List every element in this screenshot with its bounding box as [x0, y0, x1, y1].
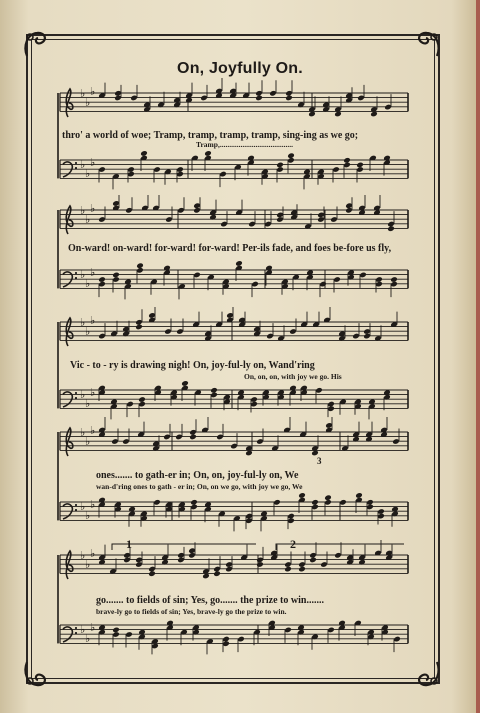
bass-clef-dot — [75, 397, 77, 399]
note-head — [190, 499, 198, 506]
flat-sign: ♭ — [85, 397, 91, 410]
flat-sign: ♭ — [80, 500, 86, 513]
note-head — [311, 499, 319, 506]
note-head — [356, 162, 364, 169]
flat-sign: ♭ — [85, 325, 91, 338]
triplet-mark: 3 — [317, 456, 322, 466]
note-head — [298, 492, 306, 499]
note-head — [210, 387, 218, 394]
flat-sign: ♭ — [90, 156, 96, 169]
flat-sign: ♭ — [85, 558, 91, 571]
bass-lyric-line-5: brave-ly go to fields of sin; Yes, brave-ly go the prize to win. — [96, 607, 287, 616]
note-head — [112, 627, 120, 634]
flat-sign: ♭ — [85, 213, 91, 226]
flat-sign: ♭ — [90, 424, 96, 437]
note-head — [112, 272, 120, 279]
bass-clef-dot — [75, 272, 77, 274]
flat-sign: ♭ — [80, 268, 86, 281]
bass-lyric-line-3: On, on, on, with joy we go. His — [244, 372, 342, 381]
note-head — [343, 157, 351, 164]
flat-sign: ♭ — [90, 498, 96, 511]
note-head — [135, 324, 143, 331]
lyric-line-1: thro' a world of woe; Tramp, tramp, tramp, tramp, sing-ing as we go; — [62, 130, 359, 141]
flat-sign: ♭ — [90, 202, 96, 215]
note-head — [98, 276, 106, 283]
flat-sign: ♭ — [80, 388, 86, 401]
note-head — [298, 566, 306, 573]
bass-clef-dot — [75, 392, 77, 394]
note-head — [138, 396, 146, 403]
flat-sign: ♭ — [80, 316, 86, 329]
lyric-line-3: Vic - to - ry is drawing nigh! On, joy-ful-ly on, Wand'ring — [70, 360, 315, 371]
bass-lyric-line-1: Tramp,....................................... — [196, 140, 293, 149]
flat-sign: ♭ — [80, 204, 86, 217]
note-head — [204, 150, 212, 157]
flat-sign: ♭ — [80, 623, 86, 636]
lyric-line-2: On-ward! on-ward! for-ward! for-ward! Per-ils fade, and foes be-fore us fly, — [68, 243, 392, 254]
flat-sign: ♭ — [90, 386, 96, 399]
note-head — [355, 492, 363, 499]
flat-sign: ♭ — [90, 547, 96, 560]
note-head — [189, 434, 197, 441]
note-head — [148, 570, 156, 577]
note-head — [387, 225, 395, 232]
flat-sign: ♭ — [90, 266, 96, 279]
first-ending-number: 1 — [126, 537, 132, 551]
bass-clef-dot — [75, 162, 77, 164]
note-head — [285, 95, 293, 102]
note-head — [235, 260, 243, 267]
flat-sign: ♭ — [90, 621, 96, 634]
note-head — [276, 162, 284, 169]
bass-clef-dot — [75, 167, 77, 169]
bass-clef-dot — [75, 509, 77, 511]
flat-sign: ♭ — [85, 167, 91, 180]
note-head — [181, 380, 189, 387]
flat-sign: ♭ — [90, 85, 96, 98]
note-head — [256, 561, 264, 568]
note-head — [284, 566, 292, 573]
flat-sign: ♭ — [85, 435, 91, 448]
flat-sign: ♭ — [85, 96, 91, 109]
note-head — [140, 150, 148, 157]
note-head — [309, 557, 317, 564]
bass-clef-dot — [75, 627, 77, 629]
flat-sign: ♭ — [80, 426, 86, 439]
flat-sign: ♭ — [85, 632, 91, 645]
note-head — [255, 95, 263, 102]
lyric-line-4: ones....... to gath-er in; On, on, joy-ful-ly on, We — [96, 470, 299, 481]
flat-sign: ♭ — [80, 87, 86, 100]
bass-lyric-line-4: wan-d'ring ones to gath - er in; On, on we go, with joy we go, We — [96, 482, 303, 491]
flat-sign: ♭ — [90, 314, 96, 327]
note-head — [324, 494, 332, 501]
flat-sign: ♭ — [80, 549, 86, 562]
bass-clef-dot — [75, 277, 77, 279]
bass-clef-dot — [75, 632, 77, 634]
flat-sign: ♭ — [80, 158, 86, 171]
hymn-title: On, Joyfully On. — [177, 60, 303, 77]
note-head — [136, 262, 144, 269]
note-head — [390, 276, 398, 283]
note-head — [287, 152, 295, 159]
flat-sign: ♭ — [85, 277, 91, 290]
second-ending-number: 2 — [290, 537, 296, 551]
lyric-line-5: go....... to fields of sin; Yes, go....... the prize to win....... — [96, 595, 324, 606]
note-head — [213, 570, 221, 577]
flat-sign: ♭ — [85, 509, 91, 522]
bass-clef-dot — [75, 504, 77, 506]
